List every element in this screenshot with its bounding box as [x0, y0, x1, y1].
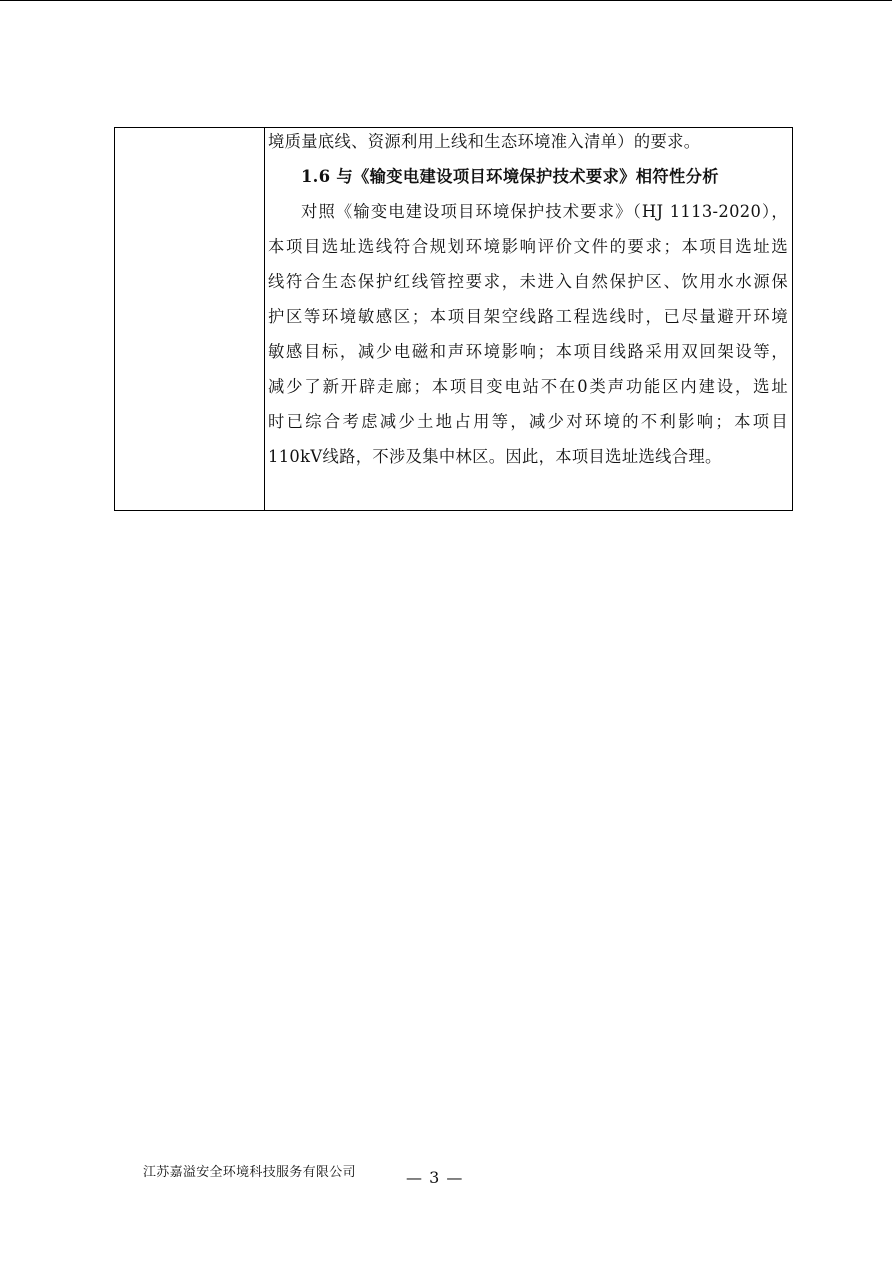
text-line-8: 减少了新开辟走廊；本项目变电站不在0类声功能区内建设，选址 — [268, 377, 788, 396]
text-line-5: 线符合生态保护红线管控要求，未进入自然保护区、饮用水水源保 — [268, 272, 788, 291]
text-line-10: 110kV线路，不涉及集中林区。因此，本项目选址选线合理。 — [268, 447, 722, 466]
text-line-7: 敏感目标，减少电磁和声环境影响；本项目线路采用双回架设等， — [268, 342, 788, 361]
text-line-1: 境质量底线、资源利用上线和生态环境准入清单）的要求。 — [268, 132, 701, 151]
table-right-cell — [265, 128, 792, 510]
table-left-cell — [115, 128, 265, 510]
text-line-4: 本项目选址选线符合规划环境影响评价文件的要求；本项目选址选 — [268, 237, 788, 256]
page-top-rule — [0, 0, 892, 1]
text-line-6: 护区等环境敏感区；本项目架空线路工程选线时，已尽量避开环境 — [268, 307, 788, 326]
page-number: — 3 — — [406, 1168, 464, 1187]
text-line-9: 时已综合考虑减少土地占用等，减少对环境的不利影响；本项目 — [268, 412, 788, 431]
text-line-3: 对照《输变电建设项目环境保护技术要求》（HJ 1113-2020）， — [301, 202, 788, 221]
content-table — [114, 127, 793, 511]
section-heading-1-6: 1.6 与《输变电建设项目环境保护技术要求》相符性分析 — [301, 167, 719, 186]
footer-company-name: 江苏嘉溢安全环境科技服务有限公司 — [143, 1165, 356, 1180]
